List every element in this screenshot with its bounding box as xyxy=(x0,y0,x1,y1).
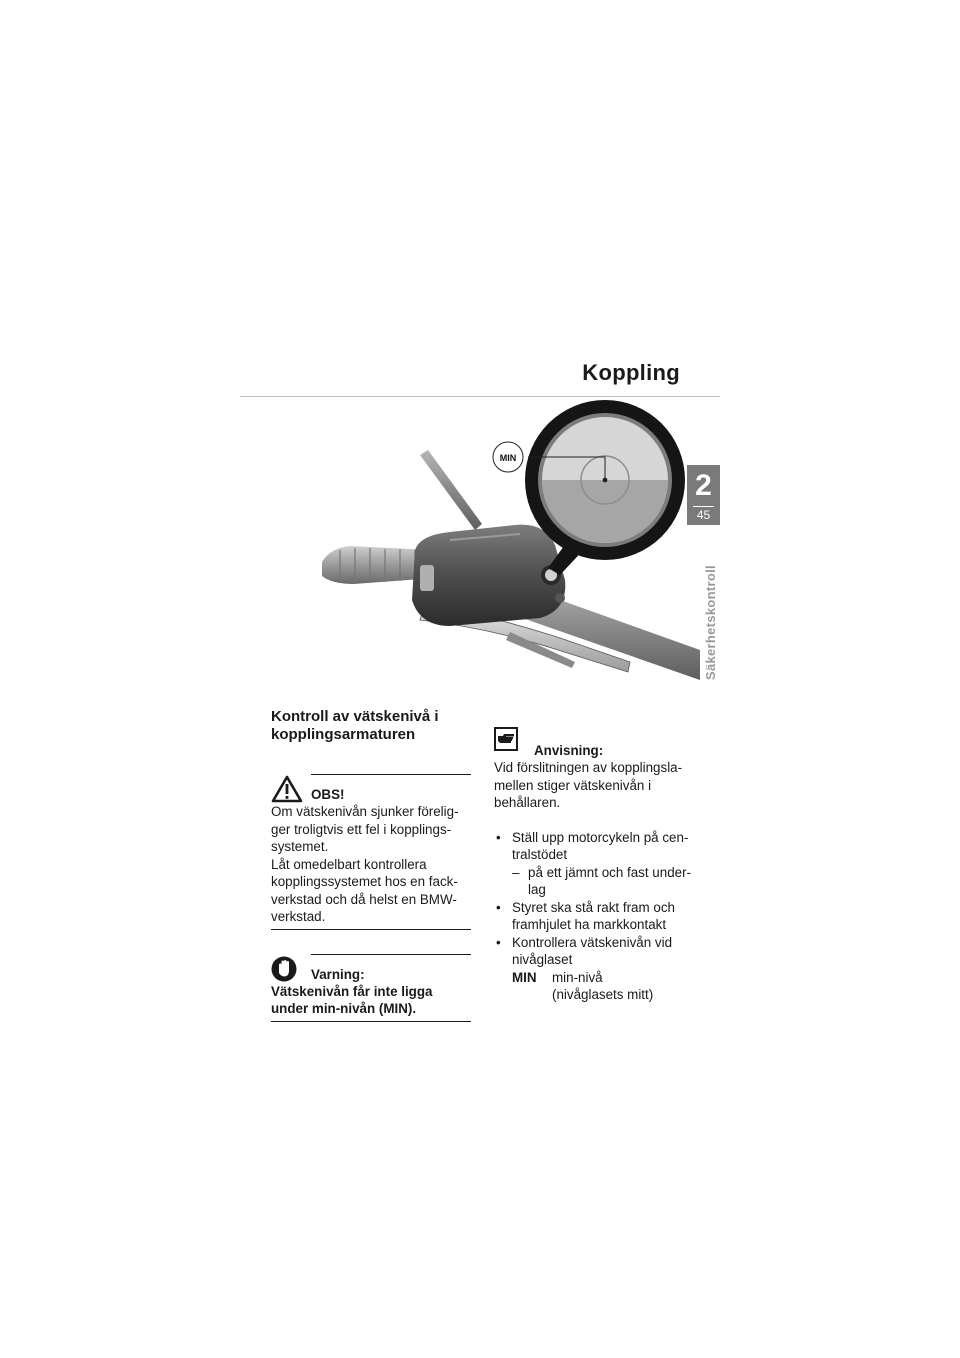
list-subitem: – på ett jämnt och fast under- lag xyxy=(494,864,692,899)
page-title: Koppling xyxy=(582,360,680,385)
pointing-hand-icon xyxy=(494,727,518,751)
chapter-number: 2 xyxy=(695,469,712,502)
warning-text: Vätskenivån får inte ligga under min-nivån (MIN). xyxy=(271,983,433,1016)
clutch-housing xyxy=(412,525,565,626)
obs-title: OBS! xyxy=(311,787,345,802)
hint-header xyxy=(494,727,692,759)
min-callout-label: MIN xyxy=(499,453,517,463)
legend-key: MIN xyxy=(512,969,537,985)
stop-hand-icon xyxy=(271,955,299,988)
header-divider xyxy=(240,396,720,397)
hint-title: Anvisning: xyxy=(534,743,604,758)
obs-header xyxy=(271,775,471,803)
section-heading xyxy=(271,708,471,744)
obs-text: Om vätskenivån sjunker förelig- ger troligtvis ett fel i kopplings- systemet. Låt omedelbart kontrollera kopplingssystemet hos en fack- verkstad och då helst en BMW- verkstad. xyxy=(271,804,459,924)
right-column xyxy=(494,727,692,1004)
warning-bottom-divider xyxy=(271,1021,471,1022)
list-item: • Styret ska stå rakt fram och framhjulet ha markkontakt xyxy=(494,899,692,934)
obs-notice xyxy=(271,774,471,930)
heading-line: Kontroll av vätskenivå i xyxy=(271,708,439,725)
legend-item: MIN min-nivå (nivåglasets mitt) xyxy=(512,969,654,1002)
obs-bottom-divider xyxy=(271,929,471,930)
warning-triangle-icon xyxy=(271,775,303,808)
clutch-illustration xyxy=(310,400,700,690)
heading-line: kopplingsarmaturen xyxy=(271,726,416,743)
list-item: • Kontrollera vätskenivån vid nivåglaset xyxy=(494,934,692,969)
min-callout xyxy=(493,442,523,472)
warning-notice xyxy=(271,954,471,1022)
page-number: 45 xyxy=(696,508,711,522)
mirror-stalk xyxy=(420,450,482,530)
sight-glass-magnified xyxy=(525,400,685,560)
chapter-name: Säkerhetskontroll xyxy=(703,565,718,680)
hint-text: Vid förslitningen av kopplingsla- mellen stiger vätskenivån i behållaren. xyxy=(494,760,683,810)
warning-title: Varning: xyxy=(311,966,365,982)
left-column xyxy=(271,708,471,1022)
list-item: • Ställ upp motorcykeln på cen- tralstödet xyxy=(494,829,692,864)
warning-header xyxy=(271,955,471,983)
